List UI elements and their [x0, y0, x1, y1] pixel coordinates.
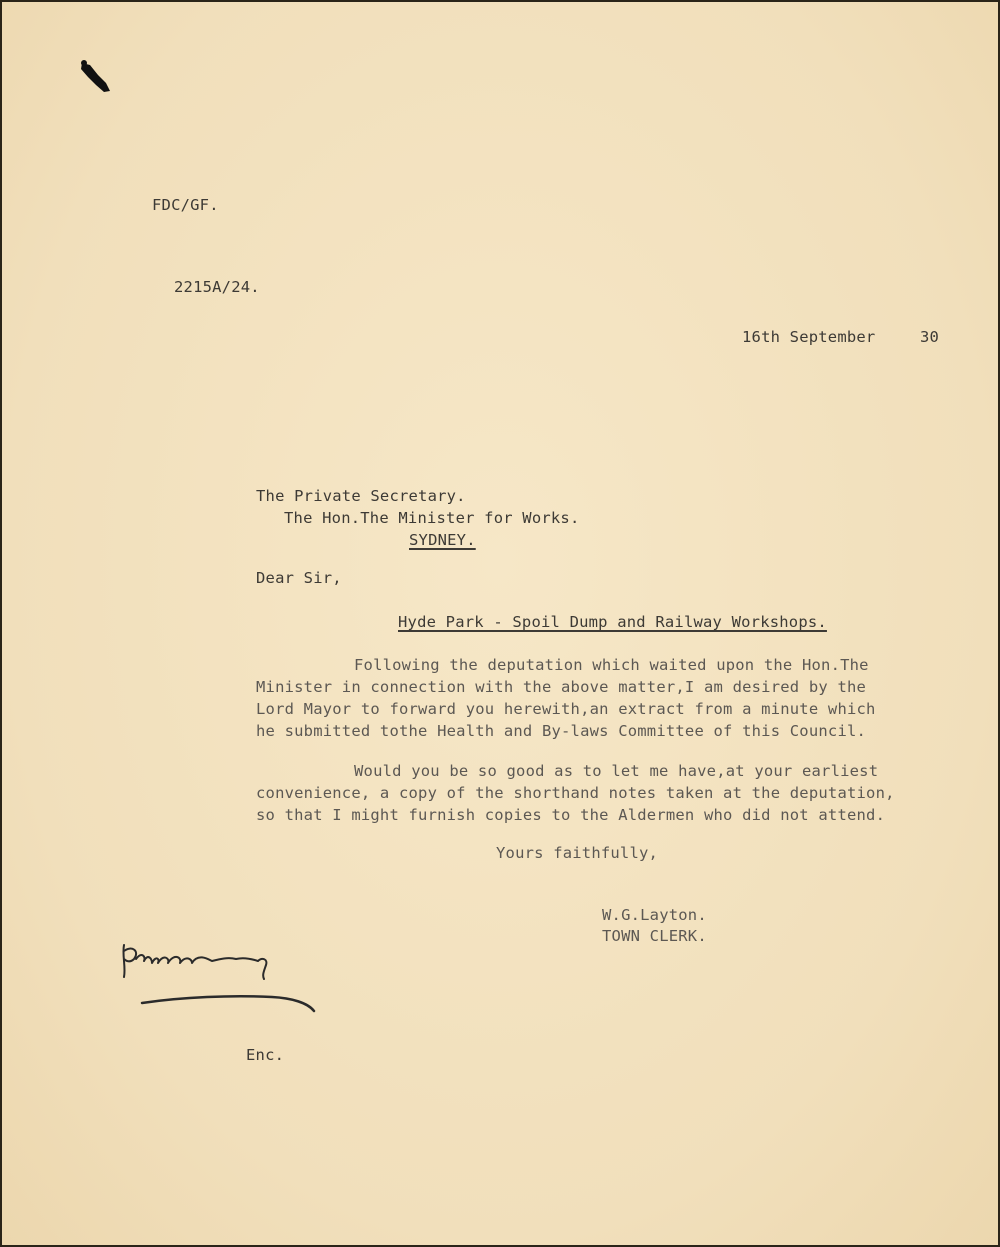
reference-initials: FDC/GF.	[152, 196, 219, 214]
body-line: Minister in connection with the above matter,I am desired by the	[256, 678, 867, 696]
body-line: Would you be so good as to let me have,at your earliest	[354, 762, 879, 780]
body-line: Following the deputation which waited upon the Hon.The	[354, 656, 869, 674]
closing: Yours faithfully,	[496, 844, 659, 862]
signatory-name: W.G.Layton.	[602, 906, 707, 924]
body-line: convenience, a copy of the shorthand notes taken at the deputation,	[256, 784, 895, 802]
subject-line: Hyde Park - Spoil Dump and Railway Workshops.	[398, 613, 827, 631]
file-number: 2215A/24.	[174, 278, 260, 296]
address-line-2: The Hon.The Minister for Works.	[284, 509, 580, 527]
date-year: 30	[920, 328, 940, 346]
signatory-title: TOWN CLERK.	[602, 927, 707, 945]
enclosure-note: Enc.	[246, 1046, 285, 1064]
handwritten-pending-note	[112, 937, 322, 1017]
date-day-month: 16th September	[742, 328, 876, 346]
body-line: he submitted tothe Health and By-laws Committee of this Council.	[256, 722, 867, 740]
body-paragraph-2	[256, 760, 895, 826]
body-paragraph-1	[256, 654, 876, 742]
salutation: Dear Sir,	[256, 569, 342, 587]
body-line: Lord Mayor to forward you herewith,an extract from a minute which	[256, 700, 876, 718]
ink-blot	[76, 57, 116, 97]
body-line: so that I might furnish copies to the Aldermen who did not attend.	[256, 806, 886, 824]
address-line-1: The Private Secretary.	[256, 487, 466, 505]
address-city: SYDNEY.	[409, 531, 476, 549]
